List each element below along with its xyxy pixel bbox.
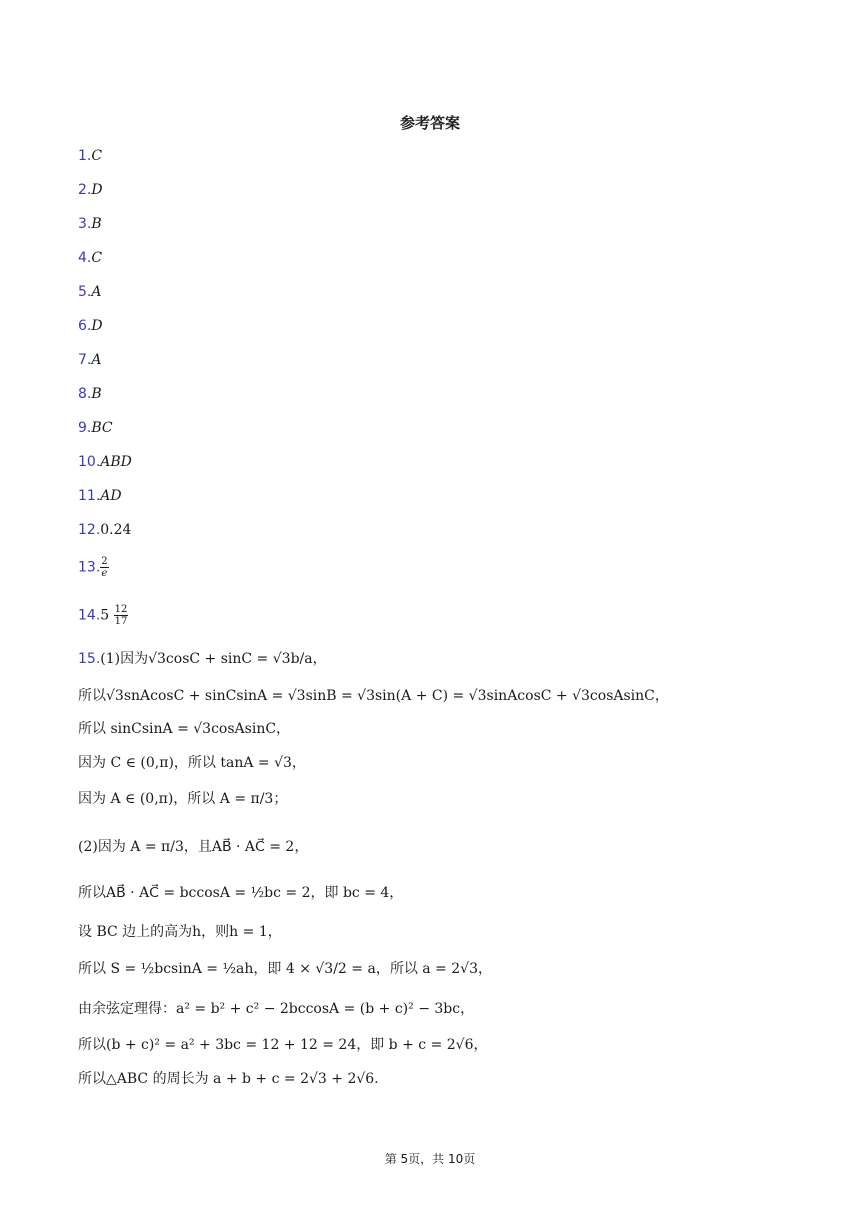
answer-value: BC — [91, 420, 113, 436]
answer-7 — [78, 350, 101, 370]
solution-text: (1)因为√3cosC + sinC = √3b/a， — [100, 651, 327, 667]
answer-10 — [78, 452, 132, 472]
answer-12 — [78, 520, 131, 540]
answer-value: B — [91, 216, 102, 232]
fraction: $\frac{12}{17}$ — [114, 604, 128, 627]
answer-number: 14. — [78, 607, 101, 624]
answer-4 — [78, 248, 102, 268]
answer-number: 10. — [78, 454, 101, 470]
answer-value: ABD — [100, 454, 132, 470]
answer-value: A — [91, 352, 102, 368]
answer-number: 12. — [78, 522, 101, 538]
solution-line — [78, 1034, 488, 1056]
solution-text: 所以(b + c)² = a² + 3bc = 12 + 12 = 24，即 b + c = 2√6， — [78, 1037, 488, 1053]
solution-line — [78, 788, 287, 810]
answer-value: A — [91, 284, 102, 300]
solution-text: 所以AB⃗ · AC⃗ = bccosA = ½bc = 2，即 bc = 4， — [78, 885, 404, 901]
answer-11 — [78, 486, 122, 506]
answer-13 — [78, 556, 109, 579]
answer-number: 2. — [78, 182, 92, 198]
answer-5 — [78, 282, 101, 302]
answer-number: 11. — [78, 488, 101, 504]
answer-number: 13. — [78, 559, 101, 576]
answer-value: D — [91, 182, 103, 198]
solution-text: (2)因为 A = π/3，且AB⃗ · AC⃗ = 2， — [78, 839, 309, 855]
answer-value: D — [91, 318, 103, 334]
fraction: $\frac{2}{e}$ — [101, 556, 108, 579]
solution-text: 由余弦定理得：a² = b² + c² − 2bccosA = (b + c)² − 3bc， — [78, 1001, 475, 1017]
mixed-whole: 5 — [100, 607, 110, 624]
answer-9 — [78, 418, 113, 438]
solution-line — [78, 882, 403, 904]
answer-number: 5. — [78, 284, 92, 300]
answer-value: B — [91, 386, 102, 402]
answer-number: 7. — [78, 352, 92, 368]
answer-1 — [78, 146, 102, 166]
solution-text: 设 BC 边上的高为h，则h = 1， — [78, 924, 282, 940]
page-footer: 第 5页，共 10页 — [384, 1152, 476, 1166]
solution-text: 所以 S = ½bcsinA = ½ah，即 4 × √3/2 = a，所以 a = 2√3， — [78, 961, 492, 977]
answer-number: 8. — [78, 386, 92, 402]
solution-text: 所以 sinCsinA = √3cosAsinC， — [78, 721, 291, 737]
solution-text: 所以△ABC 的周长为 a + b + c = 2√3 + 2√6. — [78, 1071, 379, 1087]
answer-value: C — [91, 250, 103, 266]
solution-line — [78, 921, 282, 943]
answer-number: 3. — [78, 216, 92, 232]
solution-line — [78, 958, 492, 980]
solution-text: 所以√3snAcosC + sinCsinA = √3sinB = √3sin(A + C) = √3sinAcosC + √3cosAsinC， — [78, 688, 669, 704]
answer-value: AD — [100, 488, 122, 504]
answer-number: 9. — [78, 420, 92, 436]
answer-number: 15. — [78, 651, 101, 667]
answer-8 — [78, 384, 102, 404]
solution-line — [78, 685, 669, 707]
solution-line — [78, 718, 290, 740]
solution-line — [78, 752, 306, 774]
answer-2 — [78, 180, 103, 200]
answer-number: 4. — [78, 250, 92, 266]
solution-line — [78, 648, 327, 670]
answer-3 — [78, 214, 102, 234]
answer-value: 0.24 — [100, 522, 132, 538]
solution-text: 因为 C ∈ (0,π)，所以 tanA = √3， — [78, 755, 306, 771]
answer-value: C — [91, 148, 103, 164]
answer-number: 6. — [78, 318, 92, 334]
solution-line — [78, 1068, 379, 1090]
answer-6 — [78, 316, 103, 336]
solution-text: 因为 A ∈ (0,π)，所以 A = π/3； — [78, 791, 288, 807]
solution-line — [78, 998, 474, 1020]
answer-number: 1. — [78, 148, 92, 164]
answer-14 — [78, 604, 128, 627]
solution-line — [78, 836, 308, 858]
page-title: 参考答案 — [399, 114, 460, 132]
